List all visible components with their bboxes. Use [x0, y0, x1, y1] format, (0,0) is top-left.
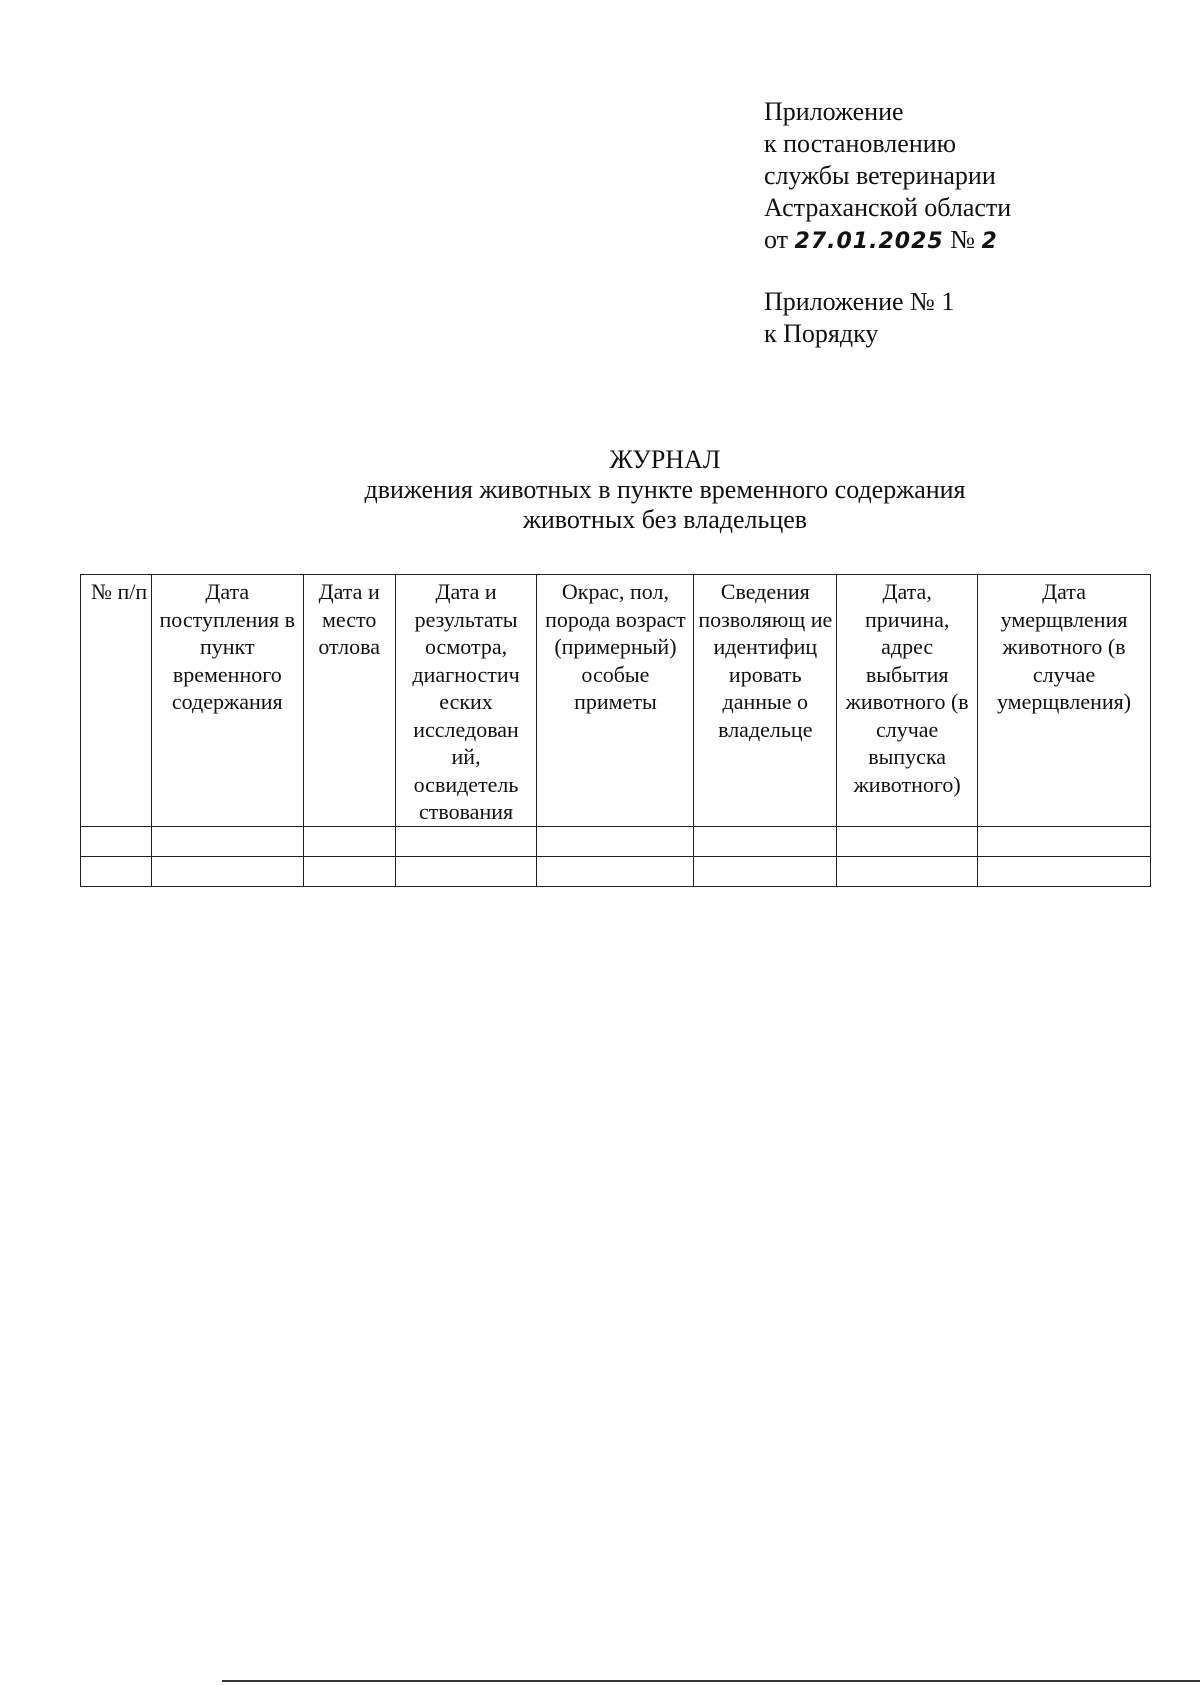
journal-title: ЖУРНАЛ	[609, 445, 721, 474]
journal-title-block	[0, 445, 1200, 535]
header-cell-euthanasia-date: Дата умерщвления животного (в случае умерщвления)	[978, 575, 1151, 827]
header-cell-examination: Дата и результаты осмотра, диагностич еских исследован ий, освидетель ствования	[395, 575, 537, 827]
appendix-title: Приложение	[764, 97, 904, 126]
appendix-to-resolution: к постановлению	[764, 129, 957, 158]
table-cell	[303, 826, 395, 856]
appendix-block	[764, 96, 1011, 350]
table-body	[81, 826, 1151, 886]
appendix-number-one: Приложение № 1	[764, 287, 955, 316]
table-cell	[978, 856, 1151, 886]
table-cell	[694, 856, 837, 886]
handwritten-number: 2	[981, 229, 998, 254]
header-cell-departure: Дата, причина, адрес выбытия животного (в случае выпуска животного)	[837, 575, 978, 827]
appendix-service: службы ветеринарии	[764, 161, 996, 190]
table-cell	[837, 856, 978, 886]
header-cell-owner-info: Сведения позволяющ ие идентифиц ировать данные о владельце	[694, 575, 837, 827]
table-cell	[537, 826, 694, 856]
table-cell	[395, 856, 537, 886]
date-prefix: от	[764, 225, 789, 254]
table-cell	[837, 826, 978, 856]
table-cell	[694, 826, 837, 856]
table-header-row	[81, 575, 1151, 827]
table-row	[81, 826, 1151, 856]
journal-subtitle-line1: движения животных в пункте временного содержания	[364, 475, 966, 504]
table-cell	[151, 856, 303, 886]
table-cell	[151, 826, 303, 856]
appendix-to-order: к Порядку	[764, 319, 879, 348]
journal-subtitle-line2: животных без владельцев	[522, 505, 808, 534]
table-cell	[978, 826, 1151, 856]
header-cell-description: Окрас, пол, порода возраст (примерный) особые приметы	[537, 575, 694, 827]
header-cell-capture-date-place: Дата и место отлова	[303, 575, 395, 827]
table-cell	[303, 856, 395, 886]
table-cell	[537, 856, 694, 886]
number-sign: №	[950, 225, 976, 254]
handwritten-date: 27.01.2025	[794, 229, 944, 254]
table-cell	[395, 826, 537, 856]
header-cell-arrival-date: Дата поступления в пункт временного содержания	[151, 575, 303, 827]
page-bottom-line	[222, 1680, 1200, 1682]
appendix-region: Астраханской области	[764, 193, 1012, 222]
header-cell-number: № п/п	[81, 575, 152, 827]
table-row	[81, 856, 1151, 886]
table-cell	[81, 826, 152, 856]
appendix-date-number	[764, 224, 1011, 258]
journal-table	[80, 574, 1151, 887]
appendix-gap	[764, 258, 1011, 286]
table-cell	[81, 856, 152, 886]
